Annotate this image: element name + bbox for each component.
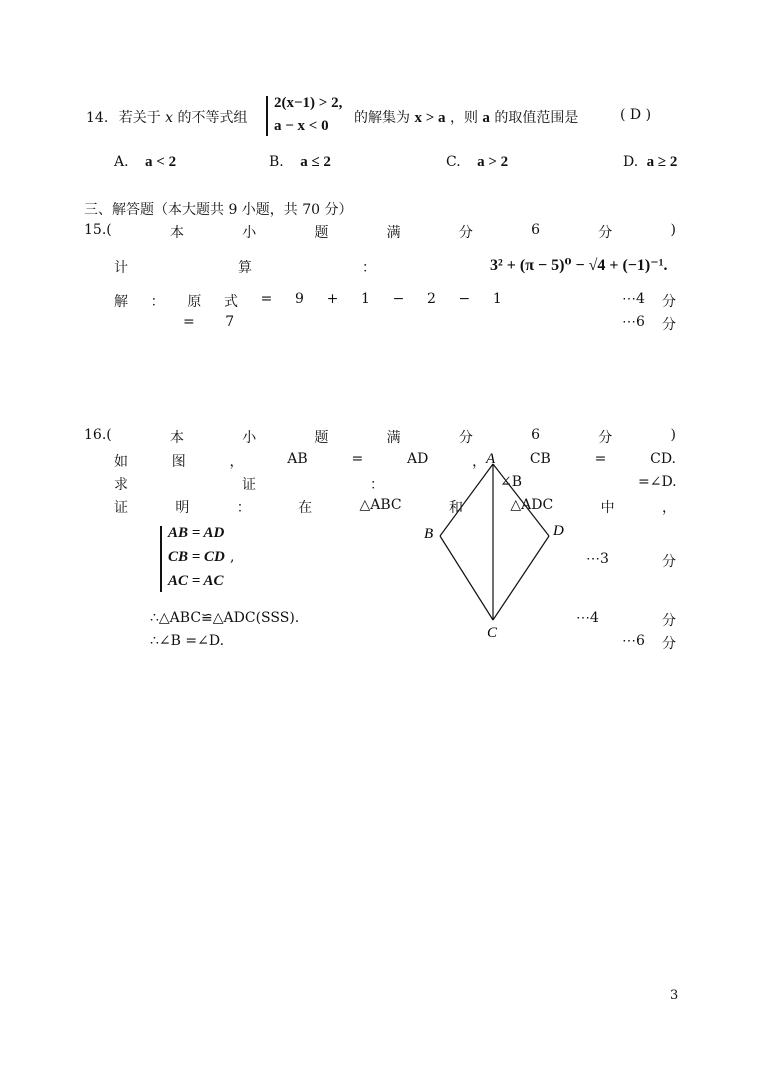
q16-header-word: 分	[458, 430, 473, 446]
q16-prove-word: 求	[114, 477, 128, 493]
q14-stem-a: 若关于	[118, 110, 161, 126]
q15-task-word: 计	[114, 260, 128, 276]
q16-score-4: ⋯4	[576, 610, 599, 626]
q16-score-unit: 分	[662, 554, 676, 570]
q16-prove-angle-b: ∠B	[500, 474, 523, 490]
q14-number: 14.	[86, 110, 109, 126]
option-c-expr: a > 2	[477, 154, 509, 170]
q15-token: 式	[223, 294, 238, 310]
segment-dc	[493, 536, 549, 620]
q15-header-close: )	[670, 222, 676, 238]
option-b-label: B.	[269, 154, 284, 170]
q16-token: =	[351, 451, 364, 467]
option-c-label: C.	[446, 154, 461, 170]
q15-token: =	[183, 314, 195, 330]
q16-prove-angle-d: =∠D.	[638, 474, 677, 490]
q14-ineq1: 2(x−1) > 2,	[274, 95, 343, 111]
vertex-c-label: C	[487, 625, 498, 641]
q15-token: 7	[225, 314, 235, 330]
q16-token: △ABC	[359, 497, 402, 513]
q15-score-4: ⋯4	[622, 291, 645, 307]
q16-token: ：	[236, 500, 251, 516]
q16-token: CD.	[650, 451, 676, 467]
q15-token: =	[260, 291, 273, 307]
q14-stem-d: ，则	[449, 110, 478, 126]
q14-stem-e: 的取值范围是	[494, 110, 579, 126]
q16-token: △ADC	[510, 497, 554, 513]
section-3-heading: 三、解答题（本大题共 9 小题，共 70 分）	[84, 202, 353, 218]
q15-token: −	[458, 291, 471, 307]
q16-token: 图	[171, 454, 186, 470]
q16-header-points: 6	[531, 427, 541, 443]
q16-header-word: 小	[242, 430, 257, 446]
q16-eq-3: AC = AC	[168, 573, 224, 589]
q15-header-word: 分	[598, 225, 613, 241]
q16-step-congruent: ∴△ABC≌△ADC(SSS).	[150, 610, 300, 626]
q16-score-6: ⋯6	[622, 633, 645, 649]
q15-header-word: 题	[314, 225, 329, 241]
q16-token: 和	[449, 500, 464, 516]
q16-score-unit: 分	[662, 636, 676, 652]
q15-task-colon: ：	[362, 260, 376, 276]
vertex-a-label: A	[486, 451, 496, 467]
q16-token: =	[594, 451, 607, 467]
q16-token: 证	[114, 500, 128, 516]
q15-number: 15.(	[84, 222, 112, 238]
q15-token: 解	[114, 294, 128, 310]
option-d-expr: a ≥ 2	[646, 154, 678, 170]
q16-token: 明	[175, 500, 190, 516]
q14-solution-set: x > a	[414, 110, 446, 126]
segment-ab	[440, 464, 493, 536]
q16-token: ，	[472, 454, 487, 470]
q14-ineq2: a − x < 0	[274, 118, 329, 134]
option-b-expr: a ≤ 2	[300, 154, 331, 170]
q16-token: AB	[287, 451, 308, 467]
q16-prove-colon: ：	[370, 477, 384, 493]
q16-prove-word: 证	[242, 477, 256, 493]
q16-token: ，	[229, 454, 244, 470]
q16-header-word: 分	[598, 430, 613, 446]
q15-token: 2	[426, 291, 436, 307]
q14-stem-c: 的解集为	[354, 110, 410, 126]
q16-eq-2: CB = CD	[168, 549, 225, 565]
q14-var-a: a	[482, 110, 490, 126]
q15-header-word: 小	[242, 225, 257, 241]
page-number: 3	[670, 988, 679, 1003]
q15-token: 原	[187, 294, 202, 310]
q16-header-word: 题	[314, 430, 329, 446]
q16-token: 如	[114, 454, 128, 470]
q15-token: +	[326, 291, 339, 307]
q16-header-close: )	[670, 427, 676, 443]
q15-token: 9	[295, 291, 304, 307]
option-d-label: D.	[623, 154, 639, 170]
q16-token: 中	[600, 500, 615, 516]
q15-score-6: ⋯6	[622, 314, 645, 330]
q14-var-x: x	[165, 110, 174, 126]
q16-token: CB	[529, 451, 551, 467]
q15-expression: 3² + (π − 5)⁰ − √4 + (−1)⁻¹.	[490, 257, 668, 274]
q16-eq-comma: ,	[230, 549, 235, 565]
q15-token: 1	[360, 291, 370, 307]
q15-token: 1	[492, 291, 502, 307]
segment-ad	[493, 464, 549, 536]
q15-score-unit: 分	[662, 294, 676, 310]
q15-header-word: 分	[458, 225, 473, 241]
q16-number: 16.(	[84, 427, 112, 443]
option-a-label: A.	[114, 154, 129, 170]
q15-score-unit: 分	[662, 317, 676, 333]
q14-stem-b: 的不等式组	[177, 110, 248, 126]
q16-score-unit: 分	[662, 613, 676, 629]
q16-step-conclusion: ∴∠B =∠D.	[150, 633, 225, 649]
q16-token: 在	[298, 500, 313, 516]
q16-score-3: ⋯3	[586, 551, 609, 567]
q15-token: ：	[150, 294, 165, 310]
q16-header-word: 满	[386, 430, 401, 446]
q14-answer: ( D )	[620, 107, 652, 123]
q15-header-points: 6	[531, 222, 541, 238]
q16-eq-1: AB = AD	[168, 525, 225, 541]
vertex-d-label: D	[553, 523, 564, 539]
q15-header-word: 满	[386, 225, 401, 241]
q15-header-word: 本	[169, 225, 184, 241]
q16-token: AD	[406, 451, 429, 467]
q16-token: ，	[661, 500, 676, 516]
q15-token: −	[392, 291, 405, 307]
q16-header-word: 本	[169, 430, 184, 446]
segment-bc	[440, 536, 493, 620]
q15-task-word: 算	[238, 260, 252, 276]
option-a-expr: a < 2	[145, 154, 177, 170]
vertex-b-label: B	[424, 526, 434, 542]
